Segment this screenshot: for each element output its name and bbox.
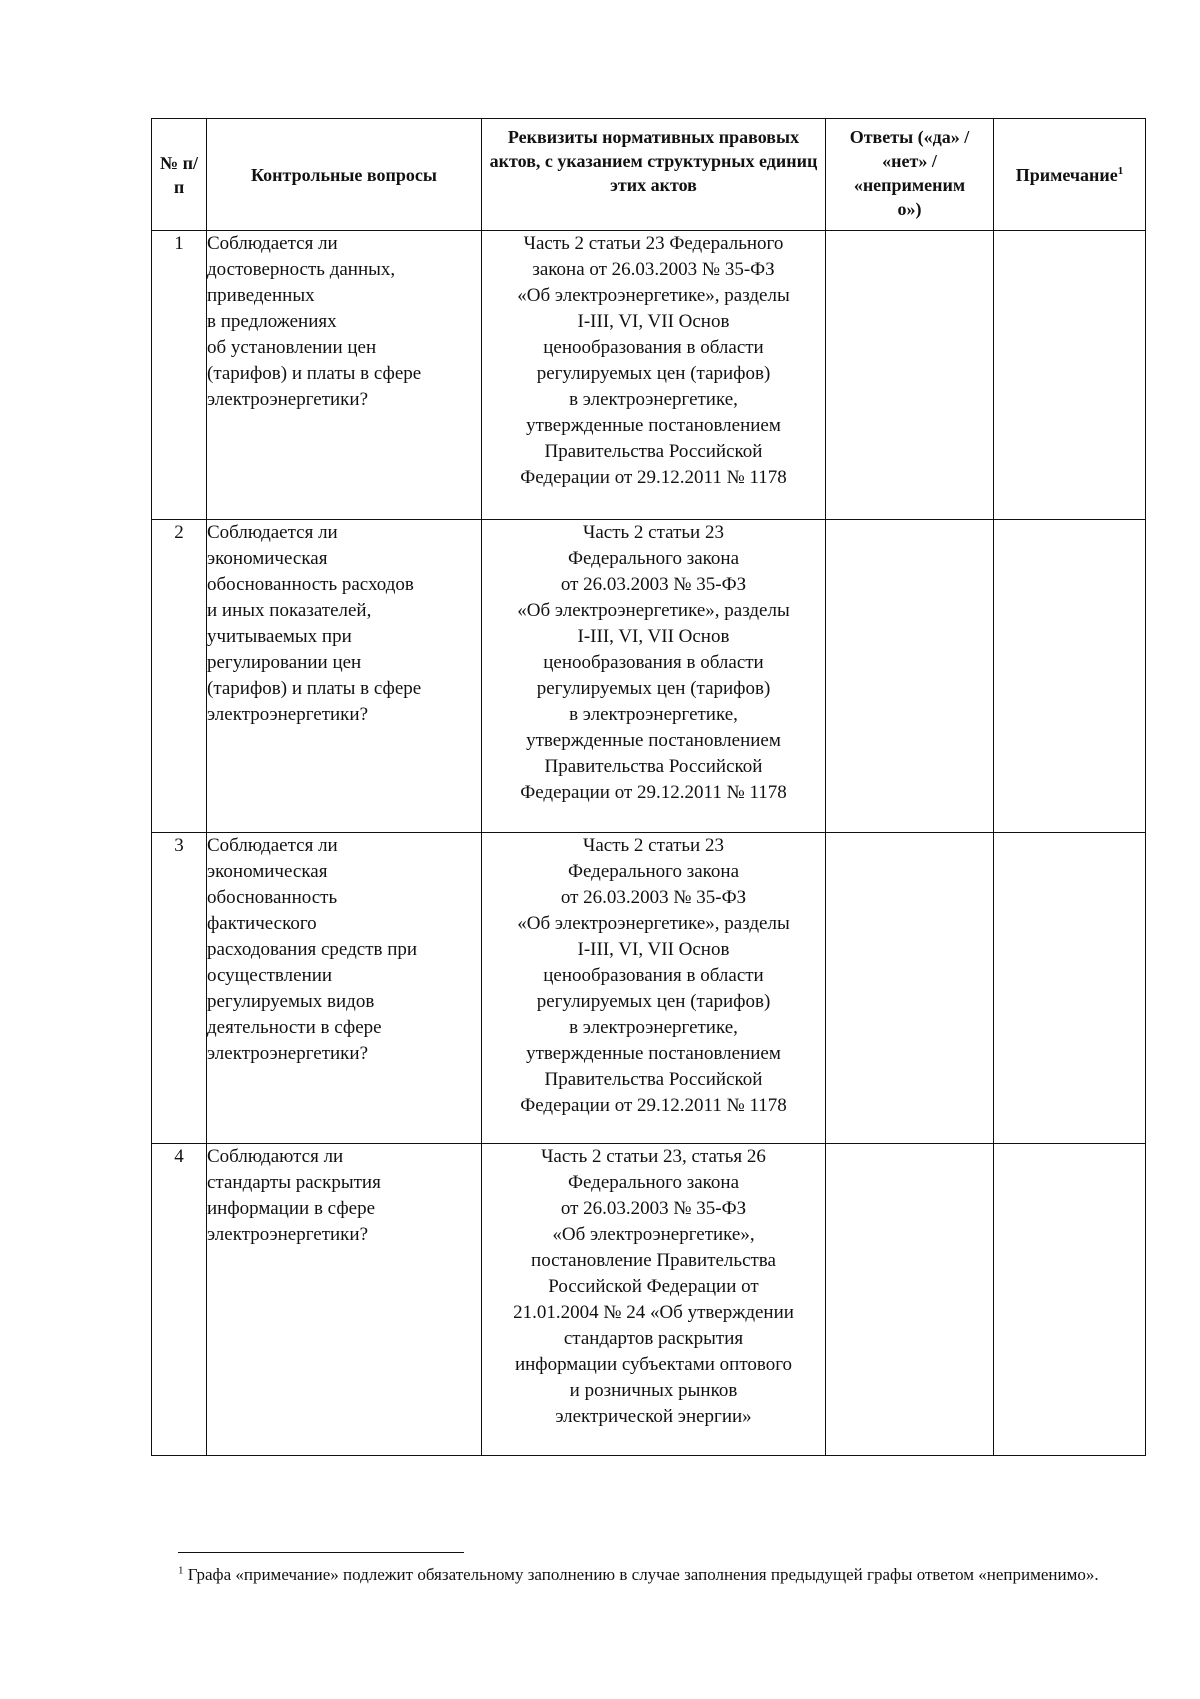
row-answer bbox=[826, 1144, 994, 1456]
row-acts: Часть 2 статьи 23 Федерального закона от 26.03.2003 № 35-ФЗ «Об электроэнергетике», разделы I-III, VI, VII Основ ценообразования в области регулируемых цен (тарифов) в электроэнергетике, утвержденные постановлением Правительства Российской Федерации от 29.12.2011 № 1178 bbox=[482, 231, 826, 520]
footnote-marker: 1 bbox=[178, 1564, 184, 1577]
row-question: Соблюдается ли достоверность данных, приведенных в предложениях об установлении цен (тарифов) и платы в сфере электроэнергетики? bbox=[207, 231, 482, 520]
row-question: Соблюдается ли экономическая обоснованность фактического расходования средств при осуществлении регулируемых видов деятельности в сфере электроэнергетики? bbox=[207, 833, 482, 1144]
header-note: Примечание$^1$ bbox=[994, 119, 1146, 231]
header-note-footnote-ref: 1 bbox=[1117, 164, 1124, 177]
row-number: 1 bbox=[152, 231, 207, 520]
table-row bbox=[152, 231, 1146, 520]
row-question: Соблюдается ли экономическая обоснованность расходов и иных показателей, учитываемых при регулировании цен (тарифов) и платы в сфере электроэнергетики? bbox=[207, 520, 482, 833]
footnote-text: Графа «примечание» подлежит обязательному заполнению в случае заполнения предыдущей графы ответом «неприменимо». bbox=[183, 1565, 1099, 1584]
row-answer bbox=[826, 231, 994, 520]
table-row bbox=[152, 833, 1146, 1144]
row-answer bbox=[826, 520, 994, 833]
row-note bbox=[994, 833, 1146, 1144]
row-note bbox=[994, 231, 1146, 520]
row-answer bbox=[826, 833, 994, 1144]
row-number: 2 bbox=[152, 520, 207, 833]
row-note bbox=[994, 1144, 1146, 1456]
checklist-table bbox=[151, 118, 1146, 1456]
header-number: № п/п bbox=[152, 119, 207, 231]
header-acts: Реквизиты нормативных правовых актов, с указанием структурных единиц этих актов bbox=[482, 119, 826, 231]
header-question: Контрольные вопросы bbox=[207, 119, 482, 231]
header-answers: Ответы («да» / «нет» / «неприменим о») bbox=[826, 119, 994, 231]
table-row bbox=[152, 520, 1146, 833]
row-acts: Часть 2 статьи 23 Федерального закона от 26.03.2003 № 35-ФЗ «Об электроэнергетике», разделы I-III, VI, VII Основ ценообразования в области регулируемых цен (тарифов) в электроэнергетике, утвержденные постановлением Правительства Российской Федерации от 29.12.2011 № 1178 bbox=[482, 833, 826, 1144]
header-row bbox=[152, 119, 1146, 231]
footnote-divider bbox=[178, 1552, 464, 1553]
row-number: 4 bbox=[152, 1144, 207, 1456]
row-question: Соблюдаются ли стандарты раскрытия информации в сфере электроэнергетики? bbox=[207, 1144, 482, 1456]
row-acts: Часть 2 статьи 23 Федерального закона от 26.03.2003 № 35-ФЗ «Об электроэнергетике», разделы I-III, VI, VII Основ ценообразования в области регулируемых цен (тарифов) в электроэнергетике, утвержденные постановлением Правительства Российской Федерации от 29.12.2011 № 1178 bbox=[482, 520, 826, 833]
row-acts: Часть 2 статьи 23, статья 26 Федерального закона от 26.03.2003 № 35-ФЗ «Об электроэнергетике», постановление Правительства Российской Федерации от 21.01.2004 № 24 «Об утверждении стандартов раскрытия информации субъектами оптового и розничных рынков электрической энергии» bbox=[482, 1144, 826, 1456]
row-note bbox=[994, 520, 1146, 833]
footnote bbox=[178, 1563, 1138, 1587]
table-row bbox=[152, 1144, 1146, 1456]
row-number: 3 bbox=[152, 833, 207, 1144]
